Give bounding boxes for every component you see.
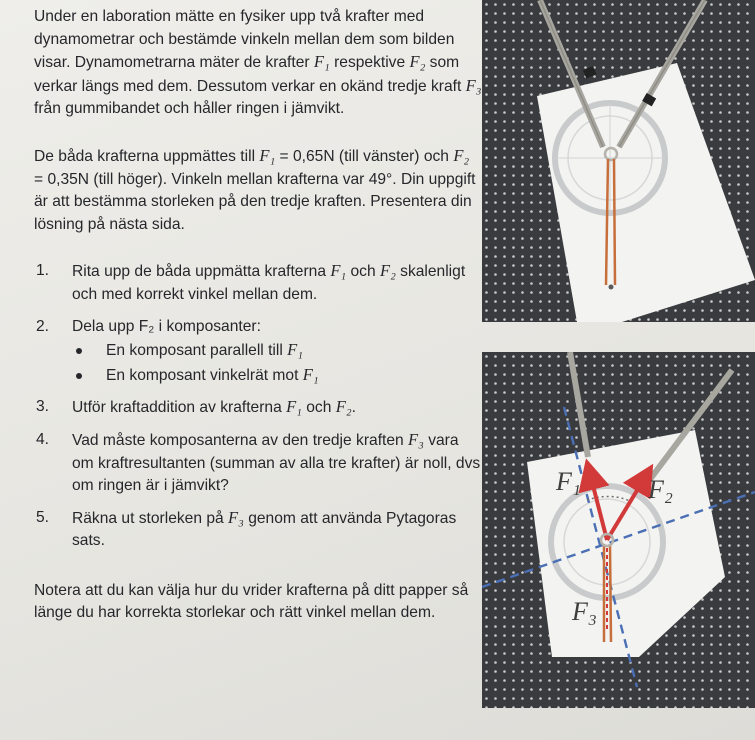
measurement-paragraph: De båda krafterna uppmättes till F₁ = 0,65N (till vänster) och F₂ = 0,35N (till höger). Vinkeln mellan krafterna var 49°. Din uppgift är att bestämma storleken på den tredje kraften. Presentera din lösning på nästa sida. [34,145,476,233]
task-number: 4. [36,430,50,448]
bullet-dot-icon [76,348,82,354]
bullet-item: En komposant vinkelrät mot F₁ [72,364,482,388]
task-number: 1. [36,262,50,280]
intro-paragraph: Under en laboration mätte en fysiker upp två krafter med dynamometrar och bestämde vinkeln mellan dem som bilden visar. Dynamometrarna mäter de krafter F₁ respektive F₂ som verkar längs med dem. Dessutom verkar en okänd tredje kraft F₃ från gummibandet och håller ringen i jämvikt. [34,8,482,118]
task-item-2: 2. Dela upp F₂ i komposanter: En komposant parallell till F₁ En komposant vinkelrät mot F₁ [34,316,482,388]
task-list [34,260,482,553]
symbol-f2: F₂ [409,52,426,72]
task-number: 3. [36,398,50,416]
task-item-3: 3. Utför kraftaddition av krafterna F₁ och F₂. [34,396,482,420]
label-f2: F₂ [648,475,673,504]
task-item-5: 5. Räkna ut storleken på F₃ genom att använda Pytagoras sats. [36,507,457,550]
component-list [72,339,482,387]
lab-setup-photo [482,0,755,322]
label-f3: F₃ [572,597,597,626]
task-item-1: 1. Rita upp de båda uppmätta krafterna F₁ och F₂ skalenligt och med korrekt vinkel mellan dem. [36,261,466,303]
bullet-dot-icon [76,373,82,379]
note-paragraph: Notera att du kan välja hur du vrider krafterna på ditt papper så länge du har korrekta storlekar och rätt vinkel mellan dem. [34,581,469,622]
task-item-4: 4. Vad måste komposanterna av den tredje kraften F₃ vara om kraftresultanten (summan av alla tre krafter) är noll, dvs om ringen är i jämvikt? [36,429,481,495]
text-column [34,6,482,625]
symbol-f2: F₂ [453,145,470,165]
task-number: 2. [36,317,50,335]
symbol-f3: F₃ [465,75,482,95]
force-diagram-photo [482,352,755,708]
bullet-item: En komposant parallell till F₁ [72,339,482,363]
symbol-f1: F₁ [259,145,276,165]
label-f1: F₁ [556,467,581,496]
symbol-f1: F₁ [313,52,330,72]
task-number: 5. [36,508,50,526]
